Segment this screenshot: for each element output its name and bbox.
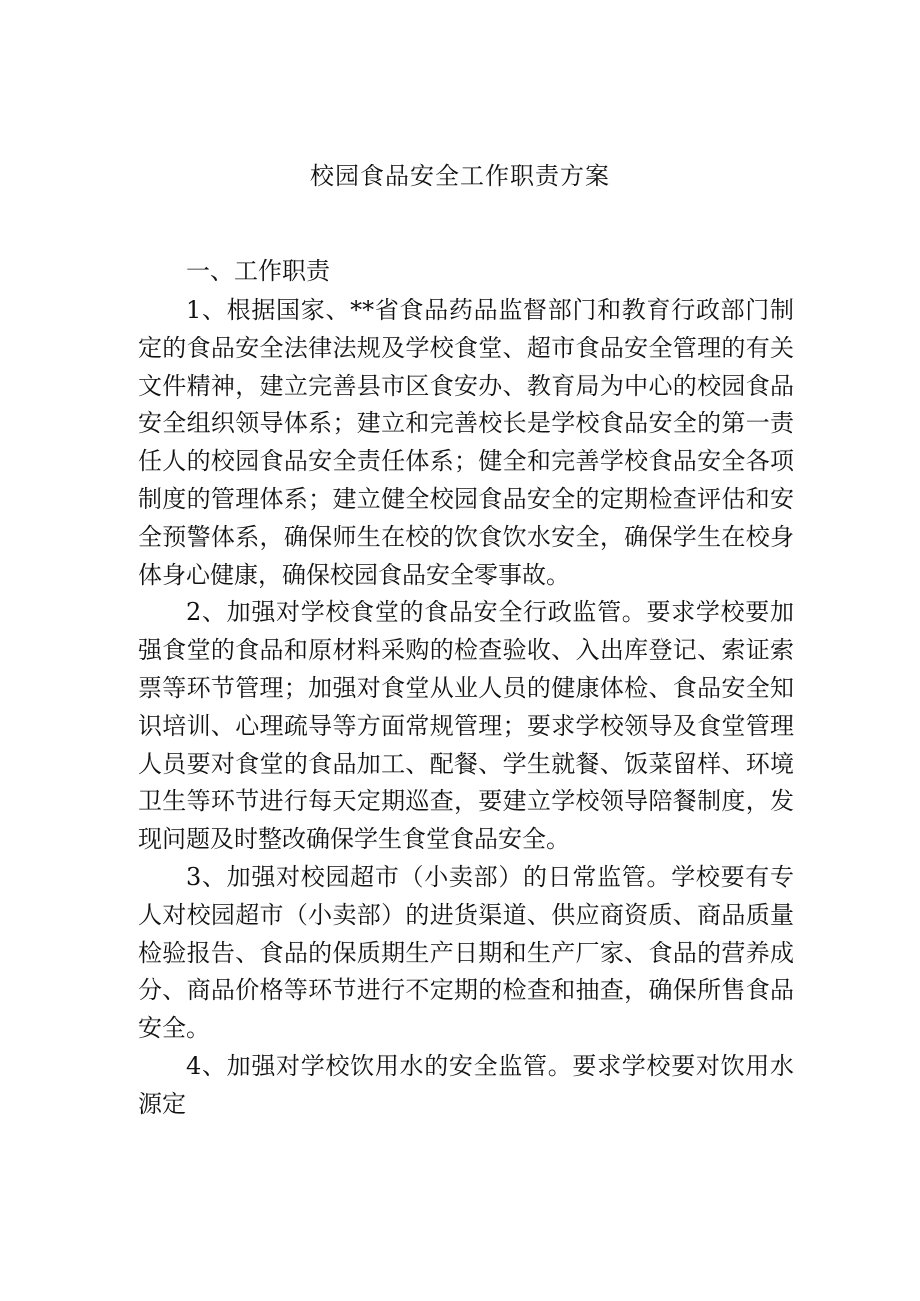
paragraph-2: 2、加强对学校食堂的食品安全行政监管。要求学校要加强食堂的食品和原材料采购的检查验收、入出库登记、索证索票等环节管理；加强对食堂从业人员的健康体检、食品安全知识培训、心理疏导等方面常规管理；要求学校领导及食堂管理人员要对食堂的食品加工、配餐、学生就餐、饭菜留样、环境卫生等环节进行每天定期巡查，要建立学校领导陪餐制度，发现问题及时整改确保学生食堂食品安全。 xyxy=(138,598,794,854)
document-body xyxy=(138,253,794,1124)
paragraph-4: 4、加强对学校饮用水的安全监管。要求学校要对饮用水源定 xyxy=(138,1051,794,1118)
paragraph-3: 3、加强对校园超市（小卖部）的日常监管。学校要有专人对校园超市（小卖部）的进货渠道、供应商资质、商品质量检验报告、食品的保质期生产日期和生产厂家、食品的营养成分、商品价格等环节进行不定期的检查和抽查，确保所售食品安全。 xyxy=(138,862,794,1043)
document-title: 校园食品安全工作职责方案 xyxy=(310,162,610,190)
section-heading: 一、工作职责 xyxy=(186,257,330,285)
paragraph-1: 1、根据国家、**省食品药品监督部门和教育行政部门制定的食品安全法律法规及学校食堂、超市食品安全管理的有关文件精神，建立完善县市区食安办、教育局为中心的校园食品安全组织领导体系；建立和完善校长是学校食品安全的第一责任人的校园食品安全责任体系；健全和完善学校食品安全各项制度的管理体系；建立健全校园食品安全的定期检查评估和安全预警体系，确保师生在校的饮食饮水安全，确保学生在校身体身心健康，确保校园食品安全零事故。 xyxy=(138,296,794,589)
